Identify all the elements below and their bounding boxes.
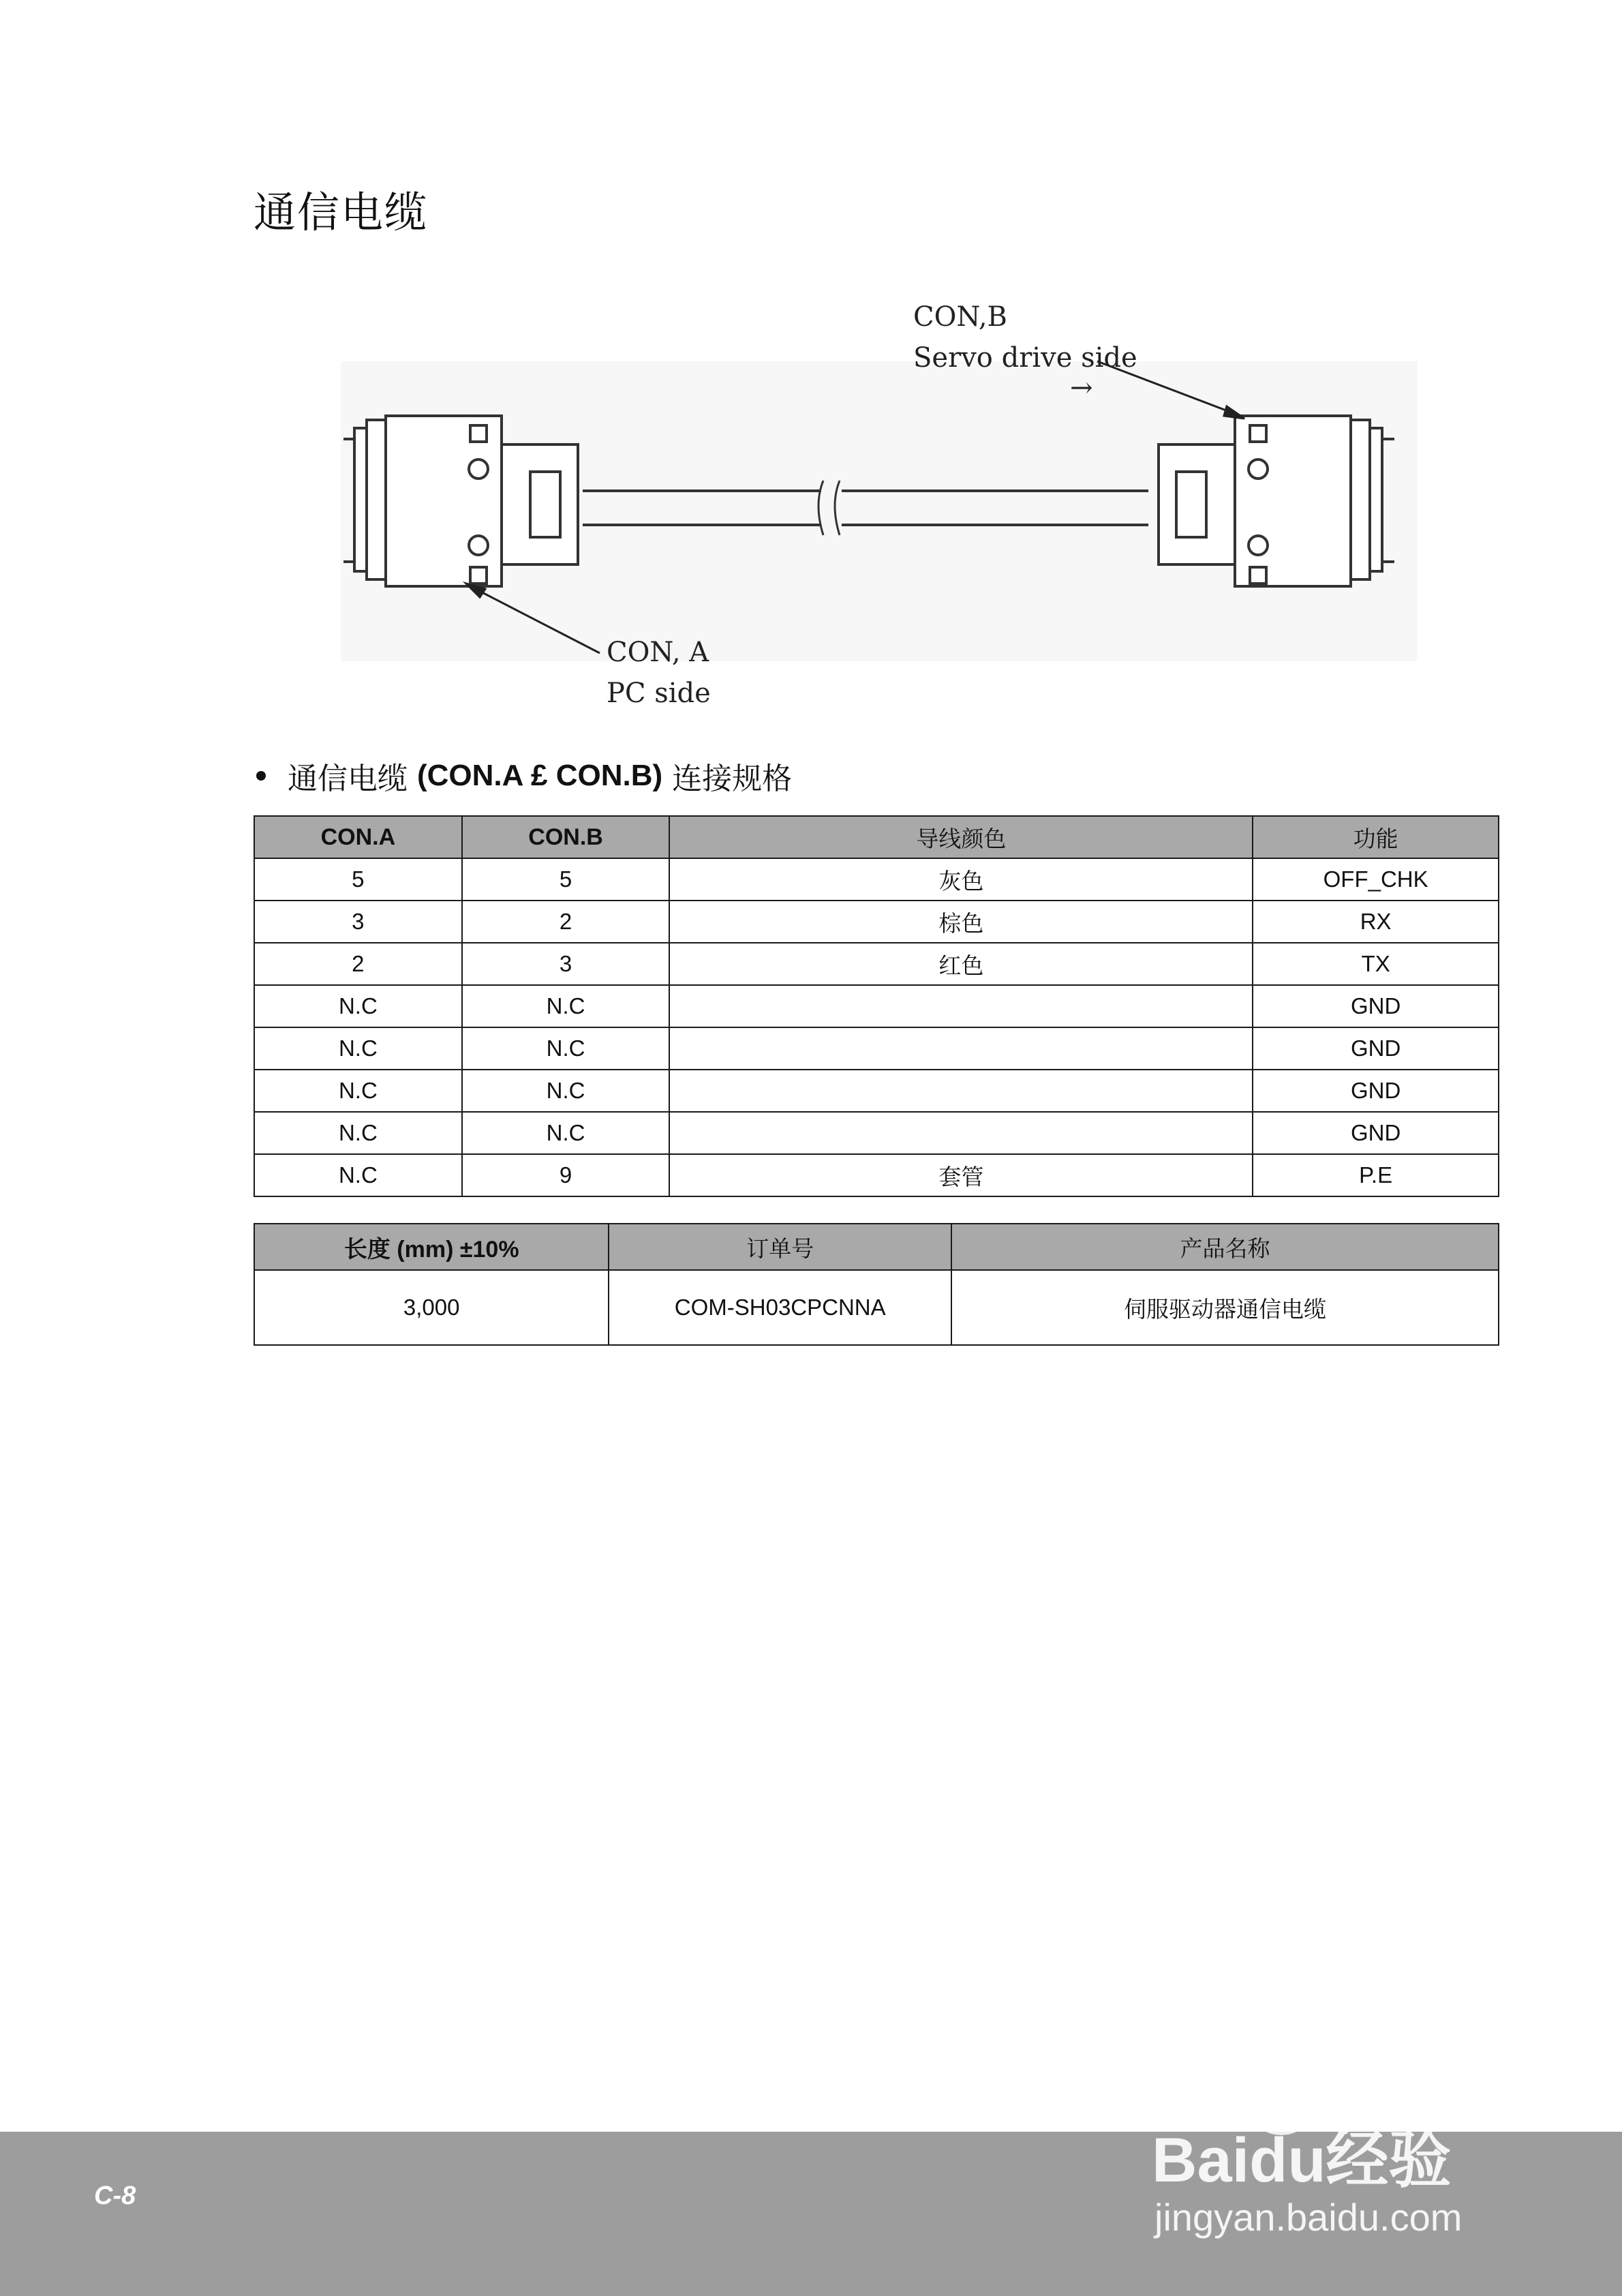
cell-function: P.E [1253,1154,1499,1196]
section-heading-bold: (CON.A £ CON.B) [417,759,663,792]
cell-con-a: N.C [254,1027,462,1070]
cell-function: GND [1253,1070,1499,1112]
table-header-row [254,816,1499,858]
section-heading-prefix: 通信电缆 [288,761,408,796]
header-function: 功能 [1253,816,1499,858]
cell-function: TX [1253,943,1499,985]
con-a-label: CON, A [607,637,709,668]
baidu-watermark [1145,2052,1540,2250]
cell-con-b: N.C [462,1027,670,1070]
table-row [254,985,1499,1027]
page-title: 通信电缆 [254,187,429,237]
table-row [254,943,1499,985]
cell-function: RX [1253,901,1499,943]
cell-con-a: 2 [254,943,462,985]
cell-wire-color: 棕色 [669,901,1253,943]
cell-con-b: 5 [462,858,670,901]
cell-wire-color: 套管 [669,1154,1253,1196]
section-heading-suffix: 连接规格 [672,761,793,796]
cell-con-b: N.C [462,1112,670,1154]
cell-wire-color [669,985,1253,1027]
cell-function: OFF_CHK [1253,858,1499,901]
order-info-table [254,1223,1499,1346]
cell-con-b: 3 [462,943,670,985]
cell-con-b: 2 [462,901,670,943]
cell-con-a: N.C [254,1112,462,1154]
cell-wire-color [669,1112,1253,1154]
paw-logo-icon [1236,2056,1333,2135]
con-b-desc: Servo drive side [913,342,1137,374]
bullet-icon [256,771,266,781]
header-length: 长度 (mm) ±10% [254,1224,609,1270]
cell-order-number: COM-SH03CPCNNA [609,1270,951,1345]
header-wire-color: 导线颜色 [669,816,1253,858]
cell-con-b: N.C [462,1070,670,1112]
con-b-arrow-glyph: → [1070,372,1093,404]
con-a-desc: PC side [607,678,711,709]
cell-wire-color [669,1070,1253,1112]
cell-con-a: N.C [254,1154,462,1196]
header-product-name: 产品名称 [951,1224,1499,1270]
header-order-number: 订单号 [609,1224,951,1270]
cell-con-a: 3 [254,901,462,943]
connection-spec-table [254,815,1499,1197]
cell-function: GND [1253,1112,1499,1154]
header-con-b: CON.B [462,816,670,858]
cell-wire-color: 红色 [669,943,1253,985]
cable-diagram [334,286,1424,709]
cell-con-a: N.C [254,1070,462,1112]
section-heading [254,754,792,798]
watermark-brand: Baidu经验 [1152,2126,1452,2195]
cell-con-b: N.C [462,985,670,1027]
watermark-url: jingyan.baidu.com [1154,2196,1463,2239]
table-row [254,1027,1499,1070]
cell-con-a: N.C [254,985,462,1027]
table-row [254,901,1499,943]
table-row [254,1070,1499,1112]
table-row [254,858,1499,901]
cell-con-b: 9 [462,1154,670,1196]
table-row [254,1154,1499,1196]
header-con-a: CON.A [254,816,462,858]
cell-wire-color: 灰色 [669,858,1253,901]
table-row [254,1112,1499,1154]
cell-product-name: 伺服驱动器通信电缆 [951,1270,1499,1345]
con-b-label: CON,B [913,301,1007,333]
cell-con-a: 5 [254,858,462,901]
page-number: C-8 [94,2181,136,2210]
cell-wire-color [669,1027,1253,1070]
cell-function: GND [1253,985,1499,1027]
cell-length: 3,000 [254,1270,609,1345]
table-row [254,1270,1499,1345]
cell-function: GND [1253,1027,1499,1070]
table-header-row [254,1224,1499,1270]
